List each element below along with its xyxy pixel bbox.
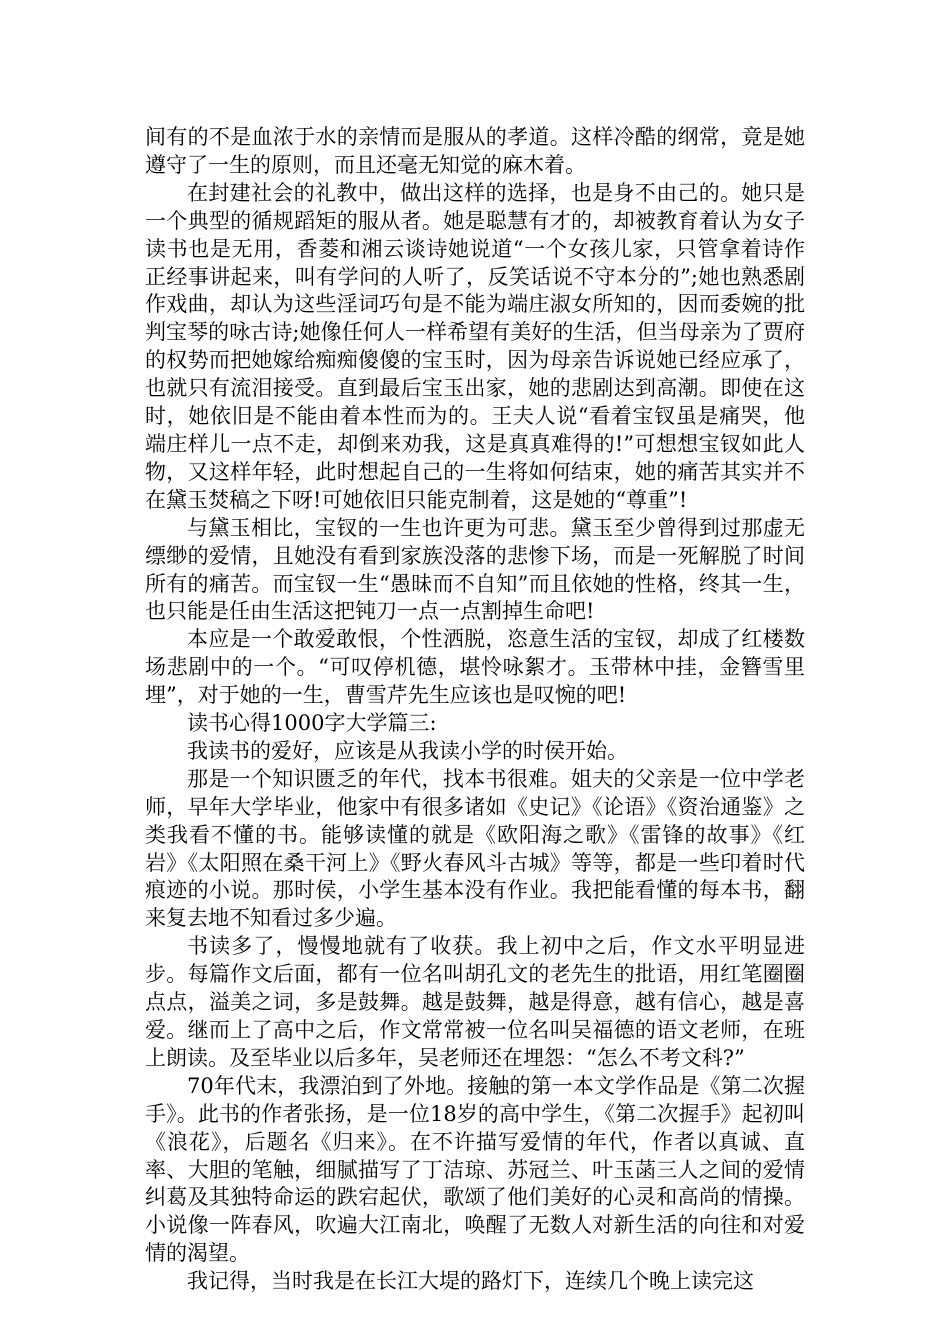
paragraph: 间有的不是血浓于水的亲情而是服从的孝道。这样冷酷的纲常，竟是她遵守了一生的原则，而且还毫无知觉的麻木着。 [145,125,805,177]
section-heading: 读书心得1000字大学篇三: [187,711,437,736]
paragraph: 本应是一个敢爱敢恨，个性洒脱，恣意生活的宝钗，却成了红楼数场悲剧中的一个。“可叹停机德，堪怜咏絮才。玉带林中挂，金簪雪里埋”，对于她的一生，曹雪芹先生应该也是叹惋的吧! [145,627,805,708]
paragraph: 我读书的爱好，应该是从我读小学的时侯开始。 [187,738,628,763]
paragraph: 书读多了，慢慢地就有了收获。我上初中之后，作文水平明显进步。每篇作文后面，都有一位名叫胡孔文的老先生的批语，用红笔圈圈点点，溢美之词，多是鼓舞。越是鼓舞，越是得意，越有信心，越是喜爱。继而上了高中之后，作文常常被一位名叫吴福德的语文老师，在班上朗读。及至毕业以后多年，吴老师还在埋怨：“怎么不考文科?” [145,934,805,1070]
paragraph: 我记得，当时我是在长江大堤的路灯下，连续几个晚上读完这 [187,1269,754,1294]
paragraph: 那是一个知识匮乏的年代，找本书很难。姐夫的父亲是一位中学老师，早年大学毕业，他家中有很多诸如《史记》《论语》《资治通鉴》之类我看不懂的书。能够读懂的就是《欧阳海之歌》《雷锋的故事》《红岩》《太阳照在桑干河上》《野火春风斗古城》等等，都是一些印着时代痕迹的小说。那时侯，小学生基本没有作业。我把能看懂的每本书，翻来复去地不知看过多少遍。 [145,766,805,931]
paragraph: 在封建社会的礼教中，做出这样的选择，也是身不由己的。她只是一个典型的循规蹈矩的服从者。她是聪慧有才的，却被教育着认为女子读书也是无用，香菱和湘云谈诗她说道“一个女孩儿家，只管拿着诗作正经事讲起来，叫有学问的人听了，反笑话说不守本分的”;她也熟悉剧作戏曲，却认为这些淫词巧句是不能为端庄淑女所知的，因而委婉的批判宝琴的咏古诗;她像任何人一样希望有美好的生活，但当母亲为了贾府的权势而把她嫁给痴痴傻傻的宝玉时，因为母亲告诉说她已经应承了，也就只有流泪接受。直到最后宝玉出家，她的悲剧达到高潮。即使在这时，她依旧是不能由着本性而为的。王夫人说“看着宝钗虽是痛哭，他端庄样儿一点不走，却倒来劝我，这是真真难得的!”可想想宝钗如此人物，又这样年轻，此时想起自己的一生将如何结束，她的痛苦其实并不在黛玉焚稿之下呀!可她依旧只能克制着，这是她的“尊重”! [145,180,805,512]
paragraph: 70年代末，我漂泊到了外地。接触的第一本文学作品是《第二次握手》。此书的作者张扬，是一位18岁的高中学生，《第二次握手》起初叫《浪花》，后题名《归来》。在不许描写爱情的年代，作者以真诚、直率、大胆的笔触，细腻描写了丁洁琼、苏冠兰、叶玉菡三人之间的爱情纠葛及其独特命运的跌宕起伏，歌颂了他们美好的心灵和高尚的情操。小说像一阵春风，吹遍大江南北，唤醒了无数人对新生活的向往和对爱情的渴望。 [145,1073,805,1266]
document-body [145,124,805,1296]
paragraph: 与黛玉相比，宝钗的一生也许更为可悲。黛玉至少曾得到过那虚无缥缈的爱情，且她没有看到家族没落的悲惨下场，而是一死解脱了时间所有的痛苦。而宝钗一生“愚昧而不自知”而且依她的性格，终其一生，也只能是任由生活这把钝刀一点一点割掉生命吧! [145,515,805,624]
